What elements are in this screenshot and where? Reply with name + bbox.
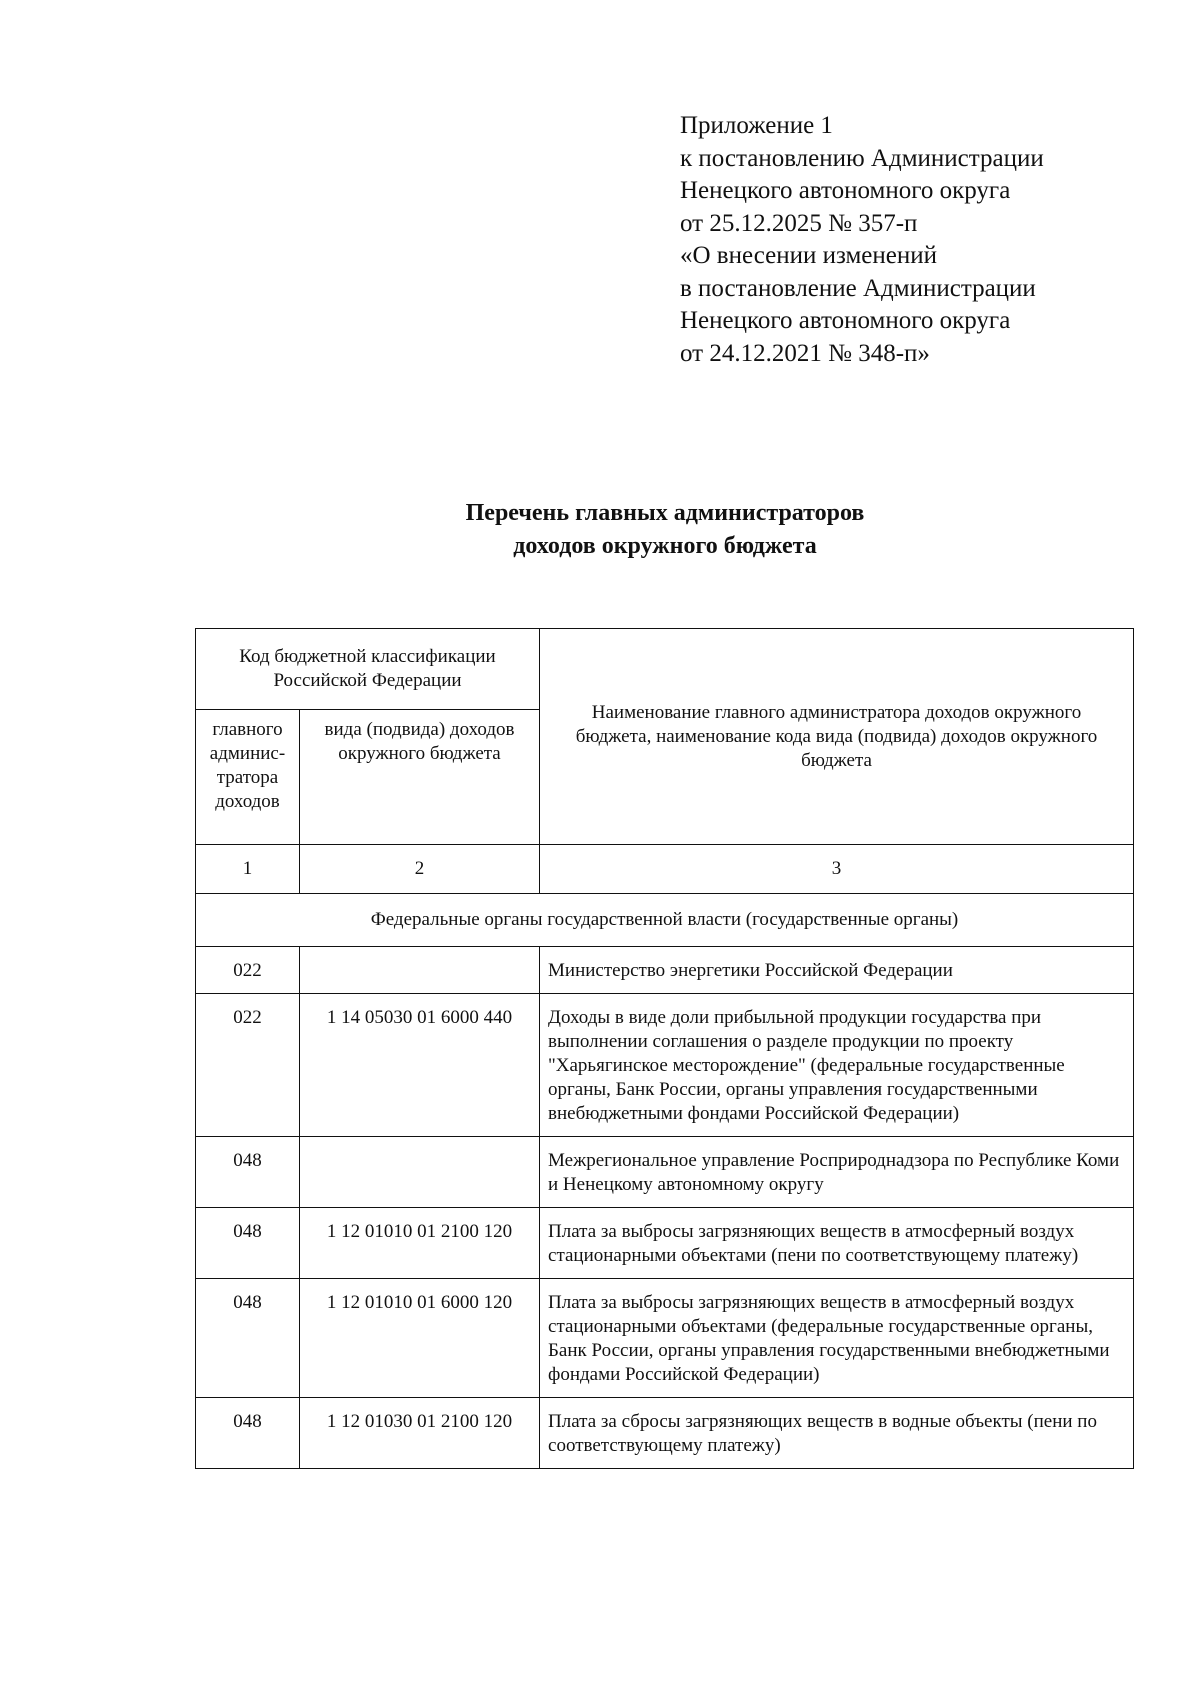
income-code	[300, 1137, 540, 1208]
income-code: 1 14 05030 01 6000 440	[300, 994, 540, 1137]
header-admin-code: главного админис-тратора доходов	[196, 710, 300, 845]
admin-code: 022	[196, 947, 300, 994]
appendix-line: в постановление Администрации	[680, 274, 1036, 302]
column-number: 3	[540, 845, 1134, 894]
appendix-line: к постановлению Администрации	[680, 144, 1044, 172]
header-classification-code: Код бюджетной классификации Российской Федерации	[196, 629, 540, 710]
appendix-line: Ненецкого автономного округа	[680, 177, 1011, 204]
appendix-line: от 25.12.2025 № 357-п	[680, 209, 918, 237]
admin-code: 022	[196, 994, 300, 1137]
income-name: Доходы в виде доли прибыльной продукции государства при выполнении соглашения о разделе продукции по проекту "Харьягинское месторождение" (федеральные государственные органы, Банк России, органы управления государственными внебюджетными фондами Российской Федерации)	[540, 994, 1134, 1137]
table-row	[196, 947, 1134, 994]
income-name: Плата за сбросы загрязняющих веществ в водные объекты (пени по соответствующему платежу)	[540, 1398, 1134, 1469]
income-code: 1 12 01010 01 6000 120	[300, 1279, 540, 1398]
table-row	[196, 994, 1134, 1137]
title-line-1: Перечень главных администраторов	[465, 500, 865, 526]
appendix-line: от 24.12.2021 № 348-п»	[680, 339, 930, 367]
document-title	[0, 497, 1200, 563]
appendix-line: Ненецкого автономного округа	[680, 307, 1011, 334]
table-row	[196, 1279, 1134, 1398]
income-code: 1 12 01030 01 2100 120	[300, 1398, 540, 1469]
section-row	[196, 894, 1134, 947]
income-name: Плата за выбросы загрязняющих веществ в атмосферный воздух стационарными объектами (федеральные государственные органы, Банк России, органы управления государственными внебюджетными фондами Российской Федерации)	[540, 1279, 1134, 1398]
header-name: Наименование главного администратора доходов окружного бюджета, наименование кода вида (подвида) доходов окружного бюджета	[540, 629, 1134, 845]
table-header-row	[196, 629, 1134, 710]
admin-code: 048	[196, 1208, 300, 1279]
table-row	[196, 1208, 1134, 1279]
column-numbers-row	[196, 845, 1134, 894]
table-row	[196, 1398, 1134, 1469]
admin-code: 048	[196, 1137, 300, 1208]
column-number: 1	[196, 845, 300, 894]
column-number: 2	[300, 845, 540, 894]
section-title: Федеральные органы государственной власти (государственные органы)	[196, 894, 1134, 947]
admin-code: 048	[196, 1279, 300, 1398]
appendix-block	[680, 110, 1044, 370]
table-row	[196, 1137, 1134, 1208]
appendix-line: Приложение 1	[680, 112, 833, 139]
header-income-type: вида (подвида) доходов окружного бюджета	[300, 710, 540, 845]
title-line-2: доходов окружного бюджета	[513, 533, 817, 559]
income-code	[300, 947, 540, 994]
administrators-table	[195, 628, 1134, 1469]
income-code: 1 12 01010 01 2100 120	[300, 1208, 540, 1279]
income-name: Министерство энергетики Российской Федерации	[540, 947, 1134, 994]
admin-code: 048	[196, 1398, 300, 1469]
income-name: Межрегиональное управление Росприроднадзора по Республике Коми и Ненецкому автономному округу	[540, 1137, 1134, 1208]
appendix-line: «О внесении изменений	[680, 242, 938, 269]
income-name: Плата за выбросы загрязняющих веществ в атмосферный воздух стационарными объектами (пени по соответствующему платежу)	[540, 1208, 1134, 1279]
